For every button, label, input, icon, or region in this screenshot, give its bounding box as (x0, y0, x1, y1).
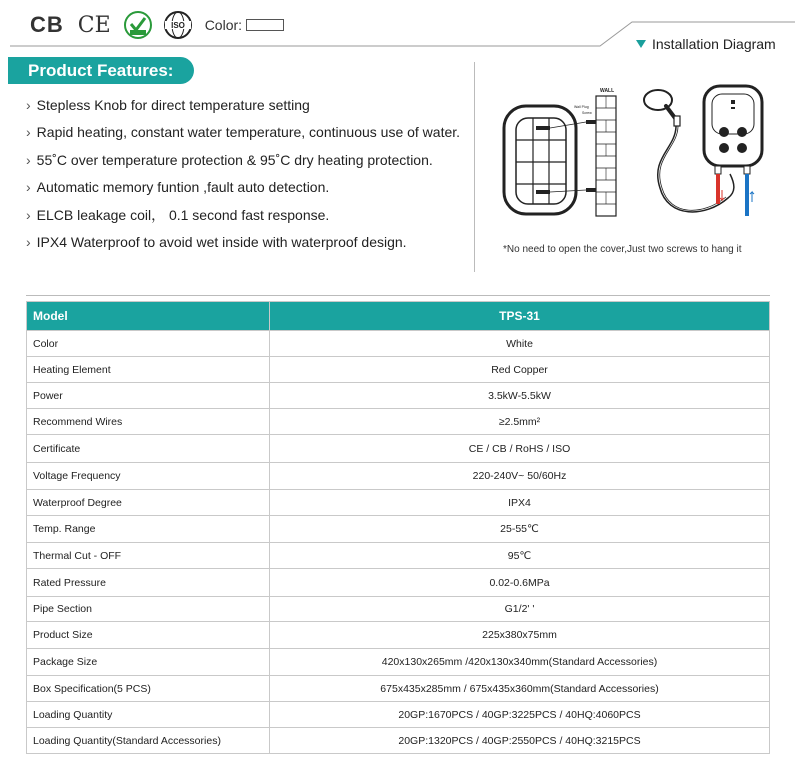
screw-label: Screw (582, 111, 592, 115)
inlet-pipes-illustration (716, 174, 754, 216)
feature-item (26, 234, 460, 261)
spec-label: Rated Pressure (27, 569, 270, 597)
spec-label: Power (27, 383, 270, 409)
spec-label: Box Specification(5 PCS) (27, 676, 270, 702)
feature-text: Rapid heating, constant water temperature, continuous use of water. (36, 124, 461, 141)
feature-item (26, 97, 460, 124)
table-row (27, 383, 770, 409)
spec-value: CE / CB / RoHS / ISO (270, 435, 770, 463)
table-row (27, 331, 770, 357)
spec-value: 675x435x285mm / 675x435x360mm(Standard Accessories) (270, 676, 770, 702)
spec-label: Loading Quantity(Standard Accessories) (27, 728, 270, 754)
spec-value: Red Copper (270, 357, 770, 383)
product-features-banner: Product Features: (8, 57, 194, 84)
spec-value: 420x130x265mm /420x130x340mm(Standard Accessories) (270, 649, 770, 676)
table-row (27, 676, 770, 702)
spec-value: 25-55℃ (270, 516, 770, 543)
section-divider-horizontal (26, 295, 770, 296)
table-header-row (27, 302, 770, 331)
installation-diagram (490, 78, 780, 228)
iso-text: ISO (170, 21, 185, 30)
spec-value: 20GP:1670PCS / 40GP:3225PCS / 40HQ:4060PCS (270, 702, 770, 728)
table-row (27, 409, 770, 435)
spec-value: 225x380x75mm (270, 622, 770, 649)
spec-value: ≥2.5mm² (270, 409, 770, 435)
feature-item (26, 124, 460, 151)
feature-text: Stepless Knob for direct temperature setting (36, 97, 310, 113)
spec-value: 3.5kW-5.5kW (270, 383, 770, 409)
chevron-right-icon: › (26, 233, 31, 250)
spec-value: White (270, 331, 770, 357)
table-row (27, 702, 770, 728)
color-swatch-white (246, 19, 284, 31)
installation-diagram-label: Installation Diagram (652, 36, 776, 52)
table-row (27, 435, 770, 463)
table-row (27, 463, 770, 490)
feature-item (26, 207, 460, 234)
iso-badge-icon (163, 10, 193, 40)
feature-text: IPX4 Waterproof to avoid wet inside with waterproof design. (36, 233, 407, 250)
spec-label: Pipe Section (27, 597, 270, 622)
table-row (27, 543, 770, 569)
brick-wall-illustration (574, 88, 616, 216)
water-heater-illustration (704, 86, 762, 174)
chevron-right-icon: › (26, 97, 31, 113)
spec-label: Loading Quantity (27, 702, 270, 728)
table-row (27, 597, 770, 622)
rohs-badge-icon (123, 10, 153, 40)
spec-label: Color (27, 331, 270, 357)
spec-value: 0.02-0.6MPa (270, 569, 770, 597)
cb-logo: CB (30, 12, 64, 37)
spec-label: Thermal Cut - OFF (27, 543, 270, 569)
wall-plug-label: Wall Plug (574, 105, 589, 109)
spec-value: 220-240V~ 50/60Hz (270, 463, 770, 490)
features-list (26, 97, 460, 261)
header-model-label: Model (27, 302, 270, 331)
spec-label: Voltage Frequency (27, 463, 270, 490)
spec-label: Certificate (27, 435, 270, 463)
spec-label: Package Size (27, 649, 270, 676)
table-row (27, 569, 770, 597)
spec-value: IPX4 (270, 490, 770, 516)
ce-logo: CE (77, 12, 111, 38)
chevron-right-icon: › (26, 124, 31, 141)
installation-note: *No need to open the cover,Just two screws to hang it (503, 244, 742, 255)
feature-text: ELCB leakage coil， 0.1 second fast response. (36, 206, 330, 223)
feature-text: Automatic memory funtion ,fault auto detection. (36, 179, 330, 196)
table-row (27, 728, 770, 754)
spec-label: Recommend Wires (27, 409, 270, 435)
table-row (27, 622, 770, 649)
spec-label: Waterproof Degree (27, 490, 270, 516)
feature-item (26, 179, 460, 206)
section-divider-vertical (474, 62, 475, 272)
wall-label: WALL (600, 88, 615, 94)
certification-row (30, 10, 284, 40)
chevron-right-icon: › (26, 151, 31, 168)
table-row (27, 490, 770, 516)
spec-value: 20GP:1320PCS / 40GP:2550PCS / 40HQ:3215PCS (270, 728, 770, 754)
triangle-down-icon (636, 40, 646, 48)
installation-diagram-title (636, 36, 776, 52)
chevron-right-icon: › (26, 179, 31, 196)
heater-backplate-illustration (504, 106, 586, 214)
specification-table (26, 301, 770, 754)
spec-value: 95℃ (270, 543, 770, 569)
chevron-right-icon: › (26, 206, 31, 223)
table-row (27, 357, 770, 383)
header-model-value: TPS-31 (270, 302, 770, 331)
color-label: Color: (204, 17, 243, 33)
feature-item (26, 152, 460, 179)
table-row (27, 649, 770, 676)
feature-text: 55˚C over temperature protection & 95˚C dry heating protection. (36, 151, 433, 168)
spec-label: Product Size (27, 622, 270, 649)
spec-label: Temp. Range (27, 516, 270, 543)
table-row (27, 516, 770, 543)
spec-value: G1/2' ' (270, 597, 770, 622)
spec-label: Heating Element (27, 357, 270, 383)
